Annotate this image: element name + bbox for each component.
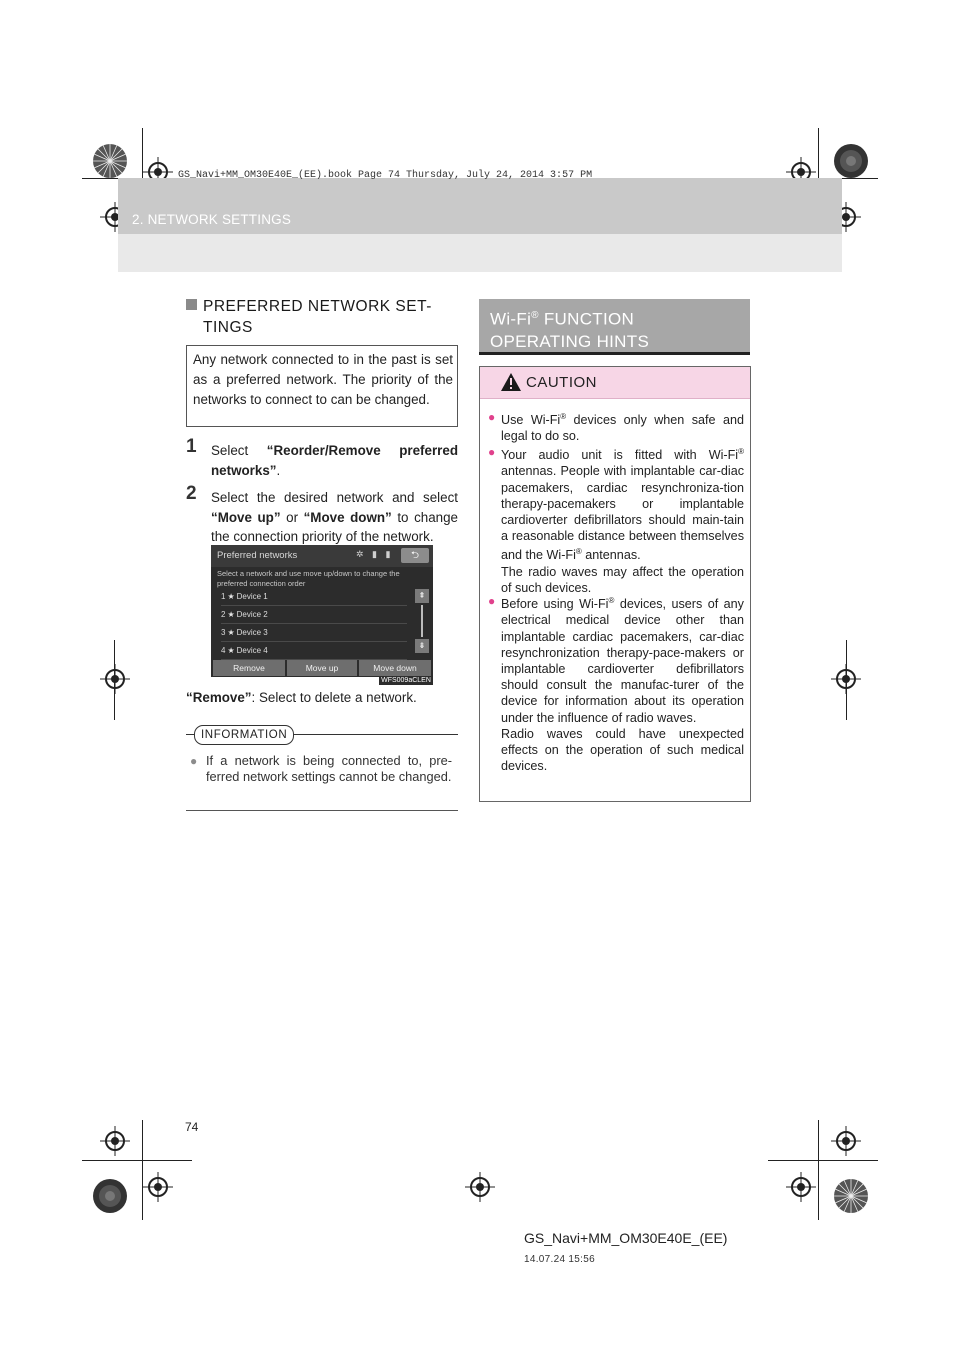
device-number: 1 [221, 592, 226, 601]
step-number: 2 [186, 483, 197, 504]
page-number: 74 [185, 1120, 199, 1134]
scroll-track [421, 605, 423, 637]
step-text-end: to change the connection priority of the network. [211, 509, 459, 544]
device-name: Device 1 [236, 592, 268, 601]
heading-text: FUNCTION [538, 309, 635, 329]
color-wheel-icon [92, 143, 128, 179]
registration-mark-icon [465, 1172, 495, 1202]
description-text: Any network connected to in the past is set as a preferred network. The priority of the networks to connect to can be changed. [193, 352, 453, 408]
registered-mark: ® [531, 310, 539, 321]
registration-mark-icon [831, 664, 861, 694]
device-number: 4 [221, 646, 226, 655]
step-text-end: . [276, 462, 281, 478]
caution-box [479, 366, 751, 802]
color-wheel-icon [833, 143, 869, 179]
remove-term: “Remove” [186, 690, 252, 705]
step-text-mid: or [280, 509, 304, 525]
step-text: Select the desired network and select [211, 490, 458, 505]
crop-line [818, 1120, 819, 1220]
heading-text: Wi-Fi [490, 309, 532, 329]
book-info-line: GS_Navi+MM_OM30E40E_(EE).book Page 74 Thursday, July 24, 2014 3:57 PM [178, 170, 593, 181]
heading-text: OPERATING HINTS [490, 331, 650, 351]
section-header [118, 178, 842, 272]
list-scrollbar[interactable] [415, 589, 429, 653]
step-2 [186, 483, 459, 547]
bullet-text: antennas. [581, 548, 641, 563]
registered-mark: ® [575, 547, 582, 557]
screen-title: Preferred networks [217, 550, 298, 561]
crop-line [768, 1160, 878, 1161]
caution-header [480, 367, 750, 399]
bullet-icon: ● [488, 445, 496, 459]
device-row[interactable] [221, 607, 407, 624]
color-wheel-icon [833, 1178, 869, 1214]
bullet-text: The radio waves may affect the operation of such devices. [501, 564, 744, 595]
description-box [186, 345, 458, 427]
warning-triangle-icon [500, 372, 522, 392]
bullet-text: devices, users of any electrical medical device other than implantable cardiac pacemakers, car-diac resynchronization therapy-pace-makers or implantable cardioverter defibrillators should consult the manufac-turer of the device for information about its operation under the influence of radio waves. [501, 597, 744, 725]
registered-mark: ® [560, 412, 567, 421]
step-number: 1 [186, 436, 197, 457]
move-down-button[interactable]: Move down [359, 660, 431, 676]
bullet-text: Radio waves could have unexpected effects on the operation of such medical devices. [501, 726, 744, 774]
information-text: If a network is being connected to, pre-ferred network settings cannot be changed. [206, 753, 452, 784]
caution-bullet [488, 444, 744, 596]
information-tag: INFORMATION [194, 725, 294, 745]
crop-line [82, 1160, 192, 1161]
device-row[interactable] [221, 589, 407, 606]
section-header-band [118, 178, 842, 234]
registered-mark: ® [608, 596, 615, 605]
bullet-text: Use Wi-Fi [501, 413, 561, 428]
footer-document-code: GS_Navi+MM_OM30E40E_(EE) [524, 1230, 728, 1246]
bullet-text: Before using Wi-Fi [501, 597, 609, 612]
bullet-text: devices only when safe and legal to do so. [501, 413, 744, 444]
scroll-up-icon[interactable]: ⇞ [415, 589, 429, 603]
step-action-move-up: “Move up” [211, 509, 281, 525]
device-number: 2 [221, 610, 226, 619]
move-up-button[interactable]: Move up [287, 660, 357, 676]
bullet-icon: ● [488, 410, 496, 424]
preferred-networks-screen [211, 545, 433, 684]
device-number: 3 [221, 628, 226, 637]
section-title: 2. NETWORK SETTINGS [132, 212, 292, 227]
device-name: Device 4 [236, 646, 268, 655]
remove-text: : Select to delete a network. [251, 690, 417, 705]
square-bullet-icon [186, 299, 197, 310]
registration-mark-icon [831, 1126, 861, 1156]
remove-button[interactable]: Remove [213, 660, 285, 676]
star-icon: ★ [227, 610, 235, 619]
figure-code: WFS009aCLEN [379, 676, 433, 685]
step-action: “Reorder/Remove preferred networks” [211, 443, 458, 478]
information-note [190, 753, 452, 785]
caution-label: CAUTION [526, 374, 597, 391]
device-name: Device 3 [236, 628, 268, 637]
step-action-move-down: “Move down” [303, 509, 392, 525]
scroll-down-icon[interactable]: ⇟ [415, 639, 429, 653]
heading-part-2: TINGS [203, 319, 253, 336]
step-1 [186, 436, 458, 480]
subsection-heading [186, 296, 458, 338]
heading-part-1: PREFERRED NETWORK SET- [203, 298, 432, 315]
star-icon: ★ [227, 646, 235, 655]
device-row[interactable] [221, 643, 407, 660]
caution-bullet [488, 593, 744, 774]
crop-line [142, 1120, 143, 1220]
screen-instruction: Select a network and use move up/down to change the preferred connection order [217, 569, 400, 588]
back-button[interactable]: ⮌ [401, 548, 429, 563]
remove-description [186, 690, 417, 705]
registration-mark-icon [786, 1172, 816, 1202]
footer-timestamp: 14.07.24 15:56 [524, 1254, 595, 1265]
star-icon: ★ [227, 592, 235, 601]
bullet-icon: ● [488, 594, 496, 608]
registration-mark-icon [100, 1126, 130, 1156]
info-bottom-divider [186, 810, 458, 811]
bullet-text: Your audio unit is fitted with Wi-Fi [501, 448, 739, 463]
bullet-icon: ● [190, 754, 198, 768]
step-text: Select [211, 443, 267, 458]
status-icons: ✲ ▮ ▮ [356, 549, 394, 559]
color-wheel-icon [92, 1178, 128, 1214]
wifi-hints-heading [479, 299, 750, 355]
screen-button-row [213, 660, 431, 676]
registered-mark: ® [738, 447, 744, 456]
device-name: Device 2 [236, 610, 268, 619]
screen-title-bar [211, 545, 433, 567]
caution-bullet [488, 409, 744, 445]
bullet-text: antennas. People with implantable car-diac pacemakers, cardiac resynchroniza-tion therapy-pacemakers or implantable cardioverter defibrillators should main-tain a reasonable distance between themselves and the Wi-Fi [501, 464, 744, 563]
registration-mark-icon [100, 664, 130, 694]
device-row[interactable] [221, 625, 407, 642]
star-icon: ★ [227, 628, 235, 637]
registration-mark-icon [143, 1172, 173, 1202]
